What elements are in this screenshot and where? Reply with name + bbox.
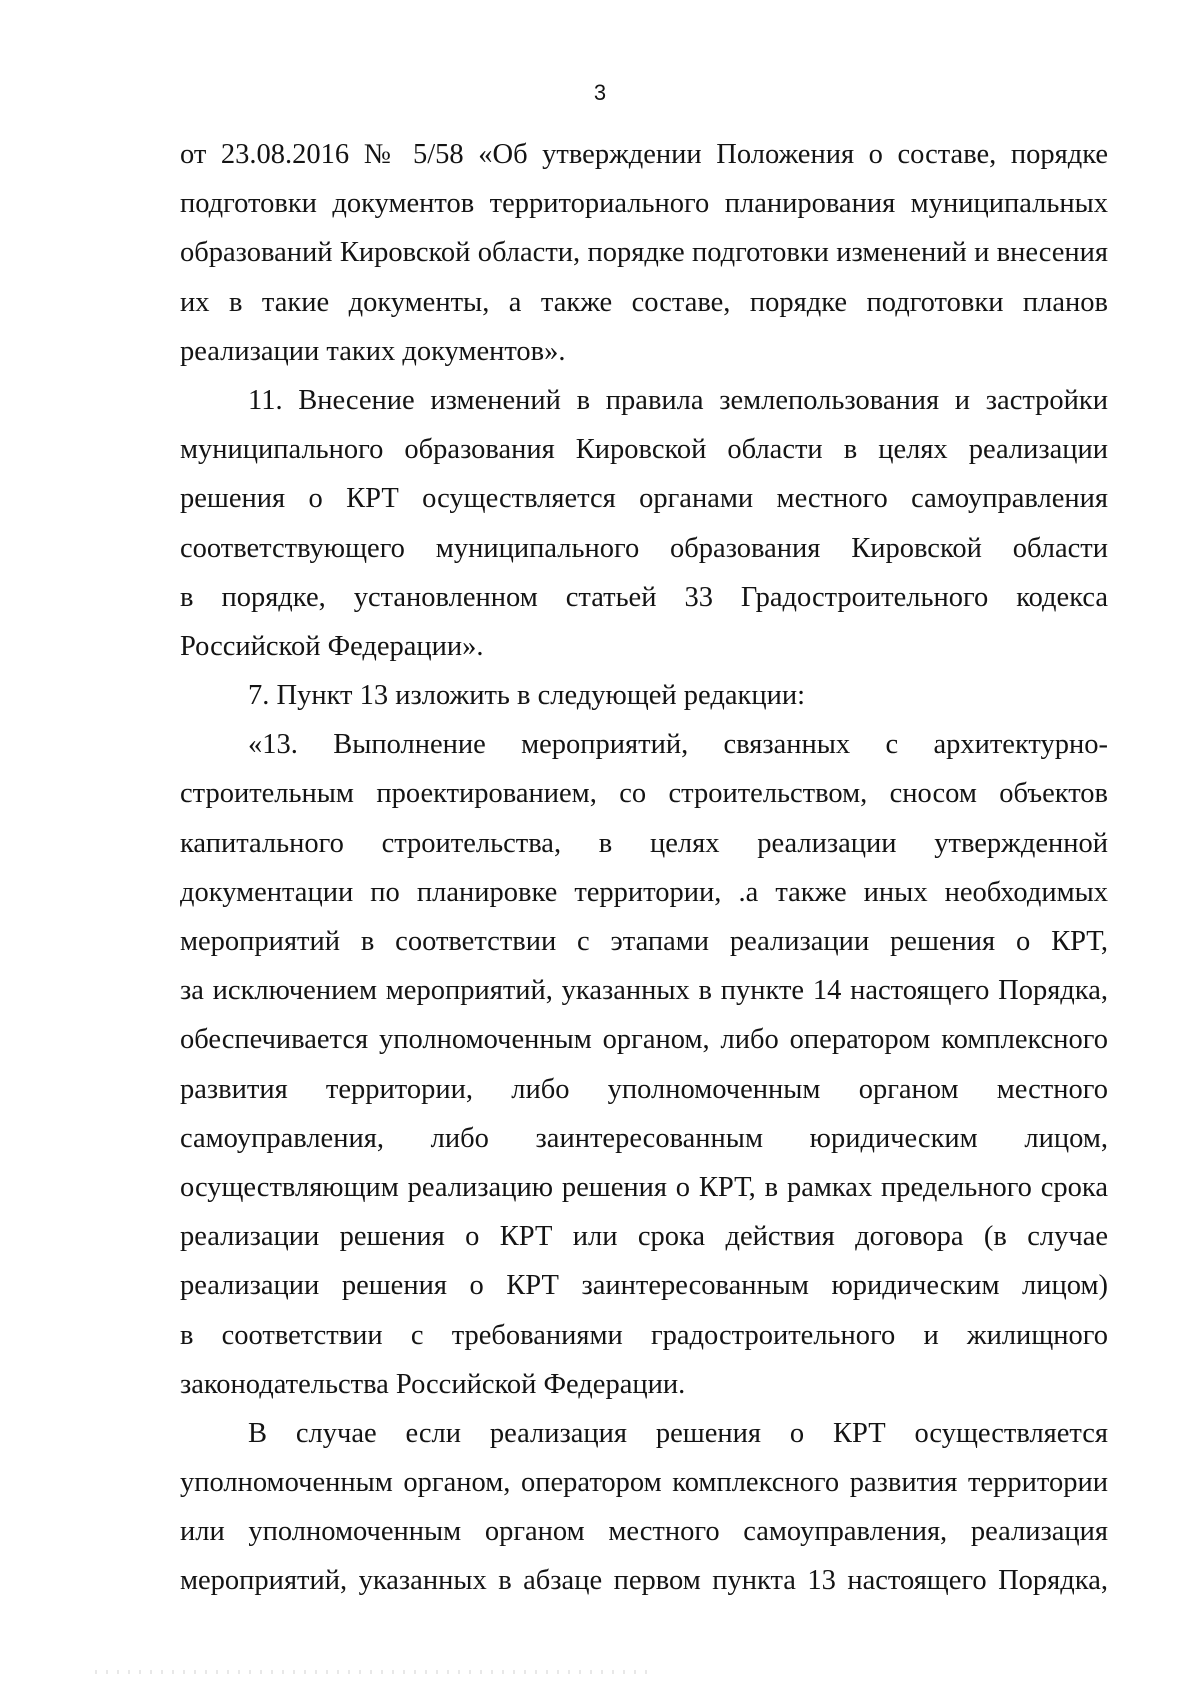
text-line: муниципального образования Кировской области в целях реализации (180, 434, 1108, 466)
page-number: 3 (593, 80, 607, 105)
text-line: реализации решения о КРТ или срока действия договора (в случае (180, 1221, 1108, 1253)
text-line: 11. Внесение изменений в правила землепользования и застройки (248, 384, 1108, 416)
text-line: осуществляющим реализацию решения о КРТ, в рамках предельного срока (180, 1171, 1108, 1203)
text-line: в порядке, установленном статьей 33 Градостроительного кодекса (180, 581, 1108, 613)
body-text (180, 130, 1108, 1606)
text-line: реализации таких документов». (180, 335, 566, 367)
text-line: строительным проектированием, со строительством, сносом объектов (180, 778, 1108, 810)
text-line: развития территории, либо уполномоченным органом местного (180, 1073, 1108, 1105)
text-line: мероприятий в соответствии с этапами реализации решения о КРТ, (180, 926, 1108, 957)
text-line: капитального строительства, в целях реализации утвержденной (180, 827, 1108, 859)
text-line: реализации решения о КРТ заинтересованным юридическим лицом) (180, 1270, 1108, 1302)
text-line: образований Кировской области, порядке подготовки изменений и внесения (180, 237, 1108, 269)
text-line: в соответствии с требованиями градостроительного и жилищного (180, 1319, 1108, 1351)
text-line: их в такие документы, а также составе, порядке подготовки планов (180, 286, 1108, 318)
text-line: уполномоченным органом, оператором комплексного развития территории (180, 1467, 1108, 1499)
text-line: законодательства Российской Федерации. (180, 1368, 686, 1400)
text-line: В случае если реализация решения о КРТ осуществляется (248, 1417, 1108, 1449)
text-line: соответствующего муниципального образования Кировской области (180, 532, 1108, 564)
text-line: «13. Выполнение мероприятий, связанных с архитектурно- (248, 729, 1108, 761)
text-line: за исключением мероприятий, указанных в пункте 14 настоящего Порядка, (180, 975, 1108, 1007)
text-line: от 23.08.2016 № 5/58 «Об утверждении Положения о составе, порядке (180, 139, 1108, 170)
text-line: подготовки документов территориального планирования муниципальных (180, 188, 1108, 220)
text-line: документации по планировке территории, .а также иных необходимых (180, 876, 1108, 908)
text-line: мероприятий, указанных в абзаце первом пункта 13 настоящего Порядка, (180, 1565, 1108, 1597)
text-line: самоуправления, либо заинтересованным юридическим лицом, (180, 1122, 1108, 1154)
text-line: решения о КРТ осуществляется органами местного самоуправления (180, 483, 1108, 515)
text-line: 7. Пункт 13 изложить в следующей редакции: (248, 680, 805, 712)
scan-artifact (95, 1670, 655, 1674)
text-line: Российской Федерации». (180, 630, 484, 662)
text-line: или уполномоченным органом местного самоуправления, реализация (180, 1516, 1108, 1548)
text-line: обеспечивается уполномоченным органом, либо оператором комплексного (180, 1024, 1108, 1056)
